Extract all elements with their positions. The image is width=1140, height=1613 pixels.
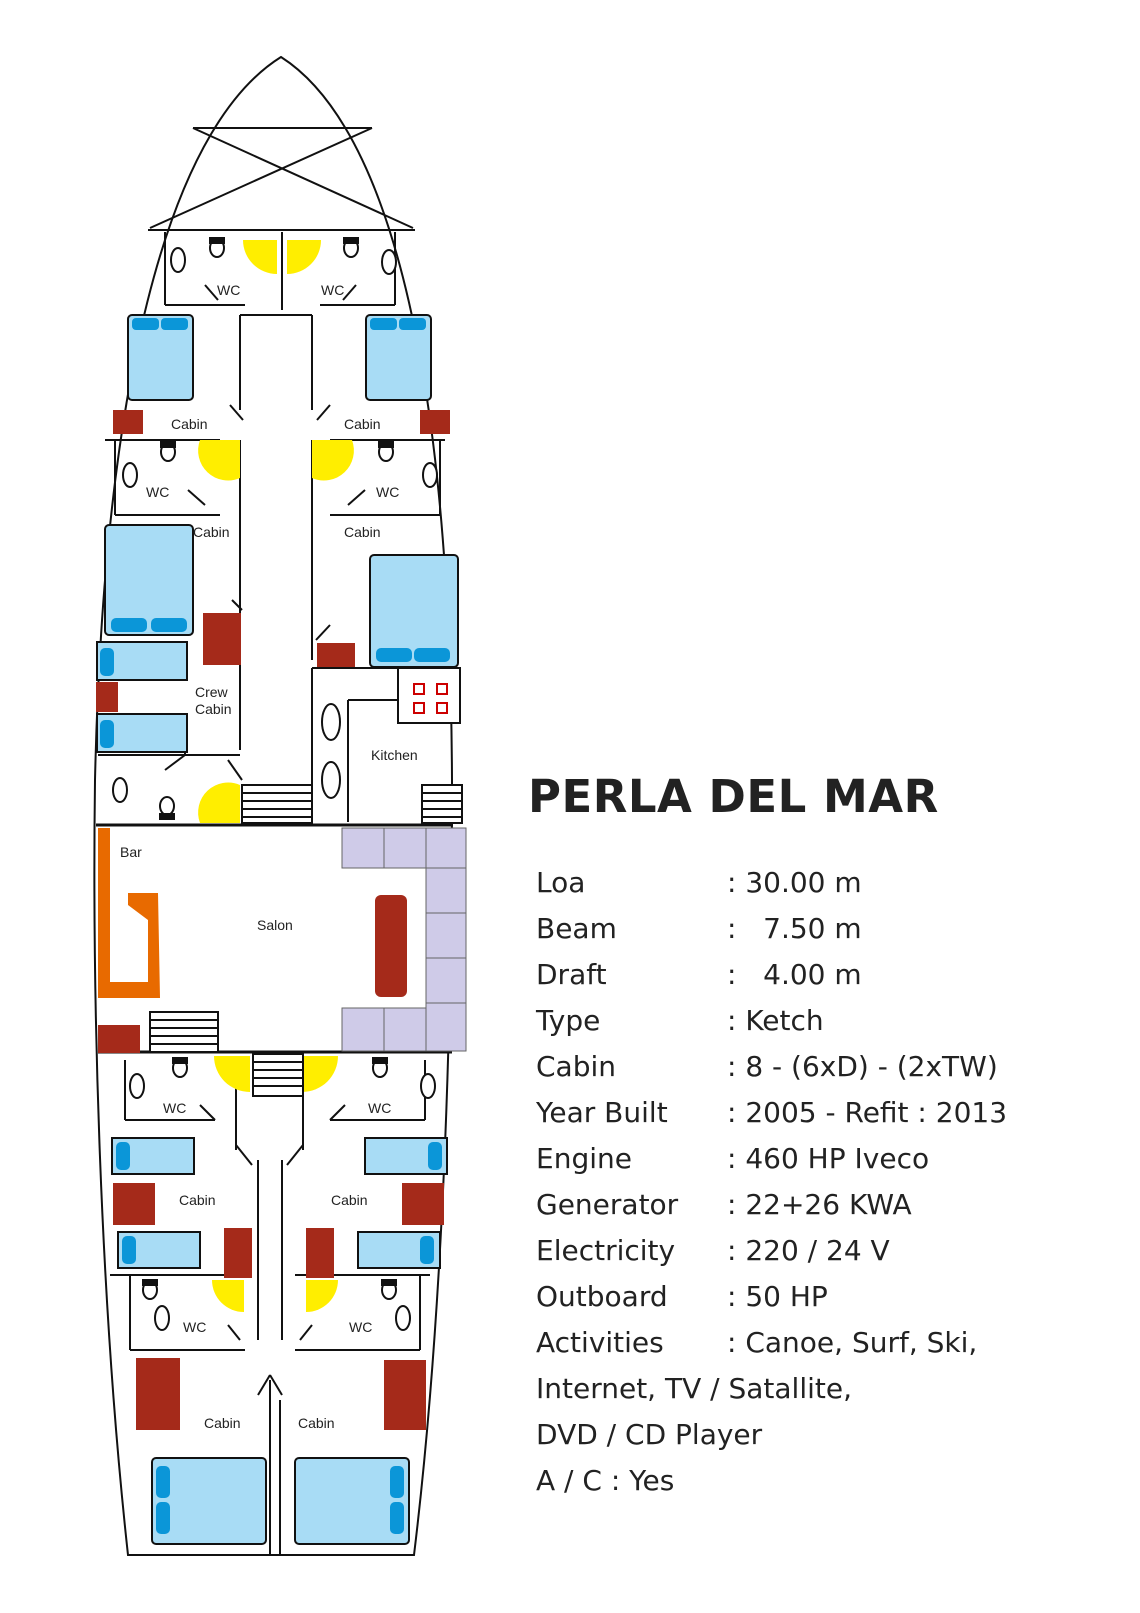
spec-key: Loa: [536, 866, 586, 899]
spec-continuation: A / C : Yes: [536, 1464, 675, 1497]
spec-key: Engine: [536, 1142, 632, 1175]
bunk: [97, 714, 187, 752]
spec-value: : 7.50 m: [727, 912, 862, 945]
spec-row: [536, 1136, 1007, 1182]
bunk: [365, 1138, 447, 1174]
spec-key: Activities: [536, 1326, 664, 1359]
spec-value: : 50 HP: [727, 1280, 828, 1313]
spec-row: [536, 1044, 1007, 1090]
label-crew-cabin: Cabin: [195, 701, 232, 717]
spec-value: : 22+26 KWA: [727, 1188, 912, 1221]
spec-value: : 2005 - Refit : 2013: [727, 1096, 1008, 1129]
spec-value: : 30.00 m: [727, 866, 862, 899]
spec-row: [536, 1274, 1007, 1320]
label-kitchen: Kitchen: [371, 747, 418, 763]
spec-value: : 8 - (6xD) - (2xTW): [727, 1050, 998, 1083]
label-bar: Bar: [120, 844, 142, 860]
spec-continuation: DVD / CD Player: [536, 1418, 763, 1451]
bunk: [118, 1232, 200, 1268]
spec-value: : 460 HP Iveco: [727, 1142, 930, 1175]
spec-value: : 4.00 m: [727, 958, 862, 991]
label-salon: Salon: [257, 917, 293, 933]
label-wc: WC: [183, 1319, 207, 1335]
label-cabin: Cabin: [179, 1192, 216, 1208]
spec-continuation: Internet, TV / Satallite,: [536, 1372, 852, 1405]
bed: [370, 555, 458, 667]
label-wc: WC: [217, 282, 241, 298]
bed: [366, 315, 431, 400]
spec-value: : Ketch: [727, 1004, 824, 1037]
label-wc: WC: [349, 1319, 373, 1335]
spec-value: : 220 / 24 V: [727, 1234, 890, 1267]
stove: [398, 668, 460, 723]
spec-key: Year Built: [536, 1096, 668, 1129]
spec-row: [536, 1182, 1007, 1228]
spec-row: [536, 1228, 1007, 1274]
bed: [295, 1458, 409, 1544]
label-cabin: Cabin: [331, 1192, 368, 1208]
spec-row: [536, 860, 1007, 906]
spec-row: [536, 998, 1007, 1044]
bunk: [97, 642, 187, 680]
label-wc: WC: [146, 484, 170, 500]
label-wc: WC: [321, 282, 345, 298]
bed: [105, 525, 193, 635]
spec-value: : Canoe, Surf, Ski,: [727, 1326, 978, 1359]
spec-row: [536, 906, 1007, 952]
label-cabin: Cabin: [344, 416, 381, 432]
spec-key: Electricity: [536, 1234, 676, 1267]
spec-key: Draft: [536, 958, 607, 991]
label-wc: WC: [376, 484, 400, 500]
spec-row: [536, 1090, 1007, 1136]
bunk: [358, 1232, 440, 1268]
label-cabin: Cabin: [344, 524, 381, 540]
spec-key: Generator: [536, 1188, 679, 1221]
yacht-title: PERLA DEL MAR: [528, 770, 939, 823]
label-cabin: Cabin: [193, 524, 230, 540]
label-wc: WC: [368, 1100, 392, 1116]
label-cabin: Cabin: [298, 1415, 335, 1431]
spec-row: [536, 1320, 1007, 1366]
spec-row: [536, 952, 1007, 998]
spec-key: Beam: [536, 912, 617, 945]
label-cabin: Cabin: [171, 416, 208, 432]
bed: [128, 315, 193, 400]
spec-key: Cabin: [536, 1050, 617, 1083]
label-wc: WC: [163, 1100, 187, 1116]
spec-key: Type: [536, 1004, 601, 1037]
bed: [152, 1458, 266, 1544]
bunk: [112, 1138, 194, 1174]
label-crew: Crew: [195, 684, 228, 700]
spec-key: Outboard: [536, 1280, 668, 1313]
spec-list: [536, 860, 1007, 1504]
label-cabin: Cabin: [204, 1415, 241, 1431]
